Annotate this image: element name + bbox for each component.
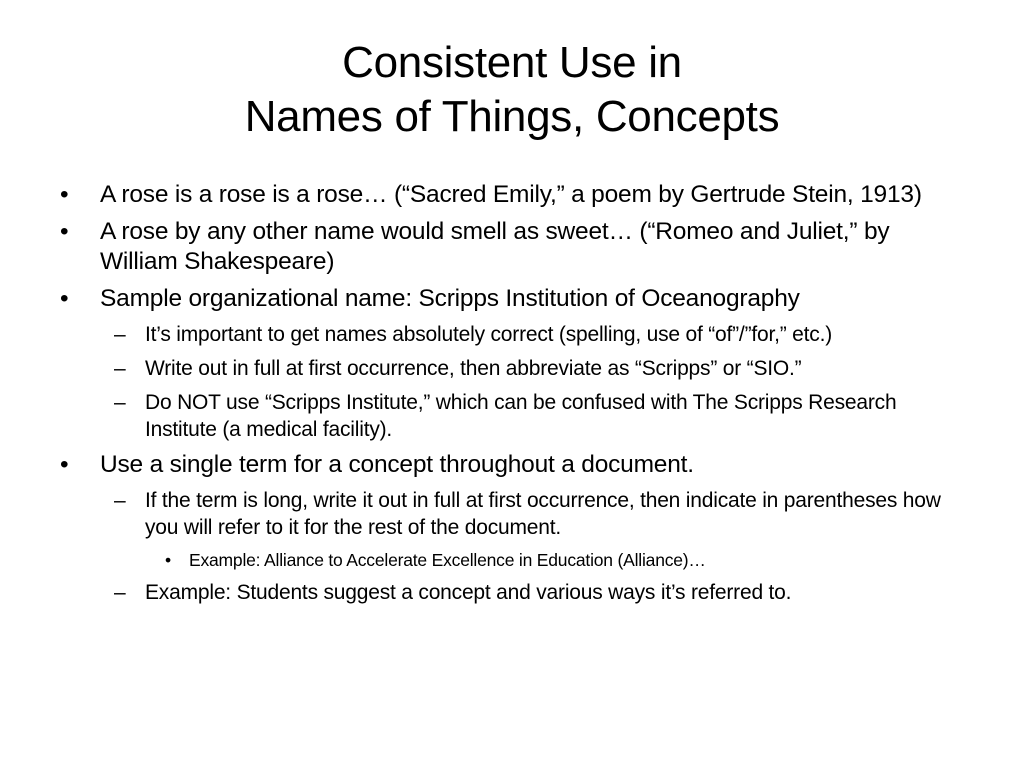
bullet-item-gertrude-stein: [58, 180, 968, 210]
bullet-dot-icon: •: [165, 550, 171, 570]
sub-bullet-text: Write out in full at first occurrence, then abbreviate as “Scripps” or “SIO.”: [145, 357, 802, 380]
title-line-2: Names of Things, Concepts: [244, 92, 780, 141]
sub-bullet-long-term: [58, 487, 968, 541]
bullet-dot-icon: •: [60, 451, 69, 478]
sub-bullet-write-out: [58, 355, 968, 382]
dash-icon: –: [114, 581, 126, 604]
dash-icon: –: [114, 323, 126, 346]
sub-bullet-names-correct: [58, 321, 968, 348]
dash-icon: –: [114, 357, 126, 380]
bullet-text: Sample organizational name: Scripps Institution of Oceanography: [100, 285, 800, 312]
bullet-text: A rose is a rose is a rose… (“Sacred Emily,” a poem by Gertrude Stein, 1913): [100, 181, 922, 208]
bullet-dot-icon: •: [60, 181, 69, 208]
sub-sub-bullet-alliance-example: [58, 548, 968, 572]
bullet-item-organizational-name: [58, 284, 968, 314]
sub-bullet-text: Do NOT use “Scripps Institute,” which can be confused with The Scripps Research Institute (a medical facility).: [145, 391, 897, 441]
bullet-text: A rose by any other name would smell as sweet… (“Romeo and Juliet,” by William Shakespeare): [100, 218, 890, 275]
sub-bullet-text: If the term is long, write it out in full at first occurrence, then indicate in parentheses how you will refer to it for the rest of the document.: [145, 489, 941, 539]
dash-icon: –: [114, 489, 126, 512]
sub-sub-bullet-text: Example: Alliance to Accelerate Excellence in Education (Alliance)…: [189, 550, 706, 570]
title-line-1: Consistent Use in: [342, 38, 682, 87]
bullet-item-single-term: [58, 450, 968, 480]
bullet-item-shakespeare: [58, 217, 968, 277]
slide-title: [40, 36, 984, 144]
sub-bullet-text: Example: Students suggest a concept and various ways it’s referred to.: [145, 581, 792, 604]
sub-bullet-students-example: [58, 579, 968, 606]
bullet-list: [58, 180, 968, 613]
sub-bullet-do-not-use: [58, 389, 968, 443]
bullet-dot-icon: •: [60, 218, 69, 245]
dash-icon: –: [114, 391, 126, 414]
sub-bullet-text: It’s important to get names absolutely correct (spelling, use of “of”/”for,” etc.): [145, 323, 833, 346]
bullet-text: Use a single term for a concept throughout a document.: [100, 451, 694, 478]
bullet-dot-icon: •: [60, 285, 69, 312]
